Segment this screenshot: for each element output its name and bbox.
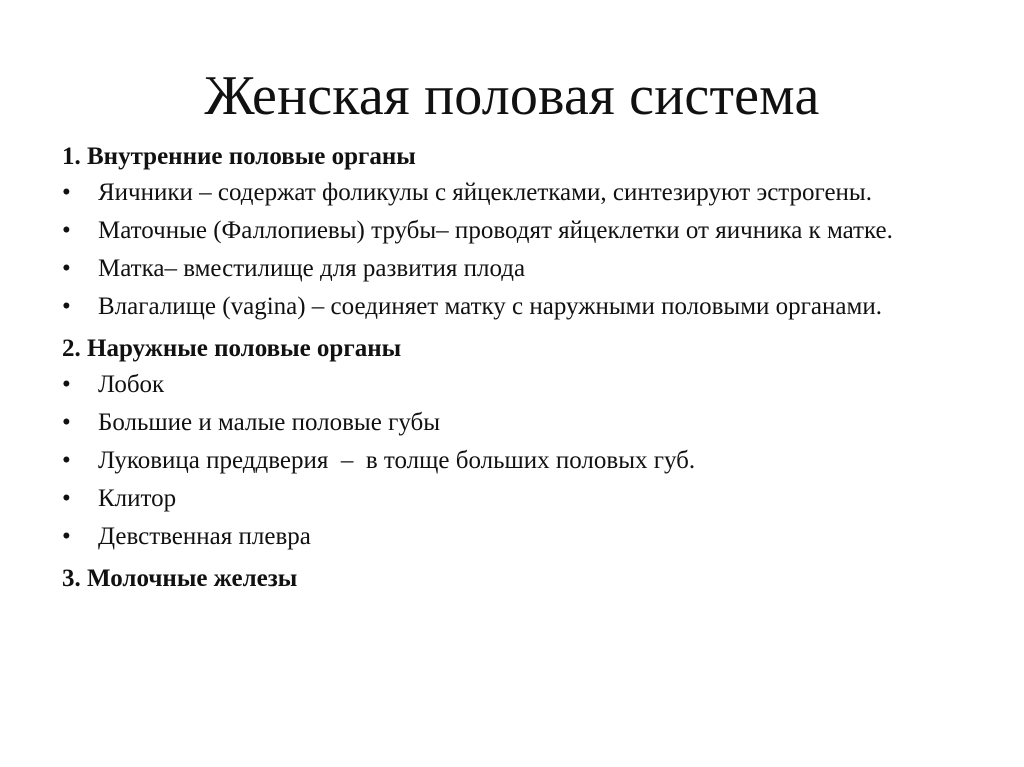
list-item	[62, 292, 992, 322]
bullet-icon: •	[62, 523, 71, 550]
external-organs-list	[62, 370, 992, 552]
list-item-text: Луковица преддверия – в толще больших половых губ.	[98, 447, 696, 474]
list-item-text: Матка– вместилище для развития плода	[98, 255, 526, 282]
list-item-text: Влагалище (vagina) – соединяет матку с наружными половыми органами.	[98, 293, 882, 320]
bullet-icon: •	[62, 409, 71, 436]
list-item-text: Маточные (Фаллопиевы) трубы– проводят яйцеклетки от яичника к матке.	[98, 217, 893, 244]
list-item-text: Яичники – содержат фоликулы с яйцеклетками, синтезируют эстрогены.	[98, 179, 872, 206]
list-item	[62, 446, 992, 476]
list-item	[62, 178, 992, 208]
bullet-icon: •	[62, 217, 71, 244]
section-heading-mammary-glands: 3. Молочные железы	[62, 565, 298, 592]
list-item	[62, 522, 992, 552]
section-heading-internal-organs: 1. Внутренние половые органы	[62, 143, 416, 170]
list-item	[62, 408, 992, 438]
list-item	[62, 254, 992, 284]
list-item	[62, 370, 992, 400]
bullet-icon: •	[62, 485, 71, 512]
bullet-icon: •	[62, 179, 71, 206]
slide-content	[62, 142, 992, 600]
list-item-text: Девственная плевра	[98, 523, 311, 550]
section-heading-external-organs: 2. Наружные половые органы	[62, 335, 402, 362]
bullet-icon: •	[62, 255, 71, 282]
bullet-icon: •	[62, 371, 71, 398]
list-item-text: Большие и малые половые губы	[98, 409, 441, 436]
bullet-icon: •	[62, 447, 71, 474]
slide-title: Женская половая система	[204, 65, 820, 127]
internal-organs-list	[62, 178, 992, 322]
list-item-text: Клитор	[98, 485, 177, 512]
list-item-text: Лобок	[98, 371, 165, 398]
list-item	[62, 484, 992, 514]
list-item	[62, 216, 992, 246]
bullet-icon: •	[62, 293, 71, 320]
